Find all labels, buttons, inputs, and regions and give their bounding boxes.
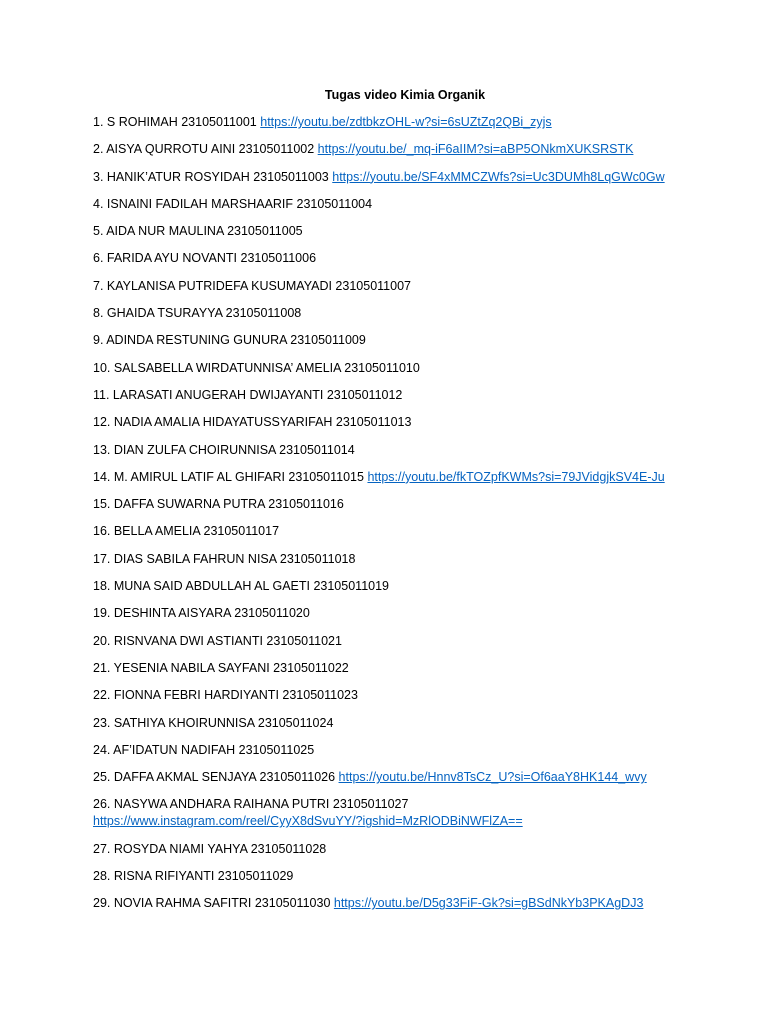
- list-item: [93, 660, 693, 677]
- student-entry-text: 25. DAFFA AKMAL SENJAYA 23105011026: [93, 770, 336, 785]
- list-item: [93, 169, 693, 186]
- student-entry-text: 26. NASYWA ANDHARA RAIHANA PUTRI 23105011027: [93, 797, 409, 812]
- student-entry-text: 19. DESHINTA AISYARA 23105011020: [93, 606, 310, 621]
- student-entry-text: 4. ISNAINI FADILAH MARSHAARIF 23105011004: [93, 196, 373, 211]
- list-item: [93, 895, 693, 912]
- list-item: [93, 742, 693, 759]
- list-item: [93, 278, 693, 295]
- list-item: [93, 305, 693, 322]
- list-item: [93, 769, 693, 786]
- list-item: [93, 715, 693, 732]
- video-link[interactable]: https://youtu.be/D5g33FiF-Gk?si=gBSdNkYb3PKAgDJ3: [333, 896, 644, 911]
- student-entry-text: 9. ADINDA RESTUNING GUNURA 23105011009: [93, 333, 366, 348]
- student-entry-text: 21. YESENIA NABILA SAYFANI 23105011022: [93, 660, 349, 675]
- list-item: [93, 796, 693, 830]
- list-item: [93, 605, 693, 622]
- student-entry-text: 15. DAFFA SUWARNA PUTRA 23105011016: [93, 497, 344, 512]
- video-link[interactable]: https://youtu.be/Hnnv8TsCz_U?si=Of6aaY8HK144_wvy: [338, 770, 647, 785]
- student-entry-text: 14. M. AMIRUL LATIF AL GHIFARI 23105011015: [93, 469, 364, 484]
- student-entry-text: 3. HANIK’ATUR ROSYIDAH 23105011003: [93, 169, 329, 184]
- student-entry-text: 11. LARASATI ANUGERAH DWIJAYANTI 23105011012: [93, 387, 403, 402]
- video-link[interactable]: https://youtu.be/SF4xMMCZWfs?si=Uc3DUMh8LqGWc0Gw: [332, 169, 665, 184]
- list-item: [93, 114, 693, 131]
- student-entry-text: 28. RISNA RIFIYANTI 23105011029: [93, 869, 294, 884]
- list-item: [93, 841, 693, 858]
- list-item: [93, 442, 693, 459]
- student-entry-text: 18. MUNA SAID ABDULLAH AL GAETI 23105011019: [93, 579, 389, 594]
- student-entry-text: 23. SATHIYA KHOIRUNNISA 23105011024: [93, 715, 334, 730]
- student-entry-text: 17. DIAS SABILA FAHRUN NISA 23105011018: [93, 551, 356, 566]
- list-item: [93, 332, 693, 349]
- video-link[interactable]: https://youtu.be/_mq-iF6aIIM?si=aBP5ONkmXUKSRSTK: [317, 142, 634, 157]
- document-title: Tugas video Kimia Organik: [324, 88, 486, 102]
- list-item: [93, 196, 693, 213]
- list-item: [93, 687, 693, 704]
- list-item: [93, 578, 693, 595]
- video-link[interactable]: https://youtu.be/zdtbkzOHL-w?si=6sUZtZq2QBi_zyjs: [260, 115, 552, 129]
- list-item: [93, 469, 693, 486]
- student-entry-text: 7. KAYLANISA PUTRIDEFA KUSUMAYADI 23105011007: [93, 278, 411, 293]
- student-entry-text: 2. AISYA QURROTU AINI 23105011002: [93, 142, 315, 157]
- student-entry-text: 12. NADIA AMALIA HIDAYATUSSYARIFAH 23105011013: [93, 415, 412, 430]
- student-entry-text: 5. AIDA NUR MAULINA 23105011005: [93, 224, 303, 239]
- list-item: [93, 868, 693, 885]
- student-list: [93, 114, 693, 923]
- list-item: [93, 141, 693, 158]
- list-item: [93, 633, 693, 650]
- student-entry-text: 24. AF’IDATUN NADIFAH 23105011025: [93, 742, 315, 757]
- student-entry-text: 20. RISNVANA DWI ASTIANTI 23105011021: [93, 633, 342, 648]
- student-entry-text: 13. DIAN ZULFA CHOIRUNNISA 23105011014: [93, 442, 355, 457]
- list-item: [93, 223, 693, 240]
- student-entry-text: 1. S ROHIMAH 23105011001: [93, 115, 257, 129]
- list-item: [93, 414, 693, 431]
- list-item: [93, 523, 693, 540]
- list-item: [93, 360, 693, 377]
- student-entry-text: 10. SALSABELLA WIRDATUNNISA’ AMELIA 23105011010: [93, 360, 420, 375]
- list-item: [93, 551, 693, 568]
- list-item: [93, 387, 693, 404]
- student-entry-text: 27. ROSYDA NIAMI YAHYA 23105011028: [93, 841, 327, 856]
- video-link[interactable]: https://youtu.be/fkTOZpfKWMs?si=79JVidgjkSV4E-Ju: [367, 469, 665, 484]
- student-entry-text: 29. NOVIA RAHMA SAFITRI 23105011030: [93, 896, 331, 911]
- student-entry-text: 22. FIONNA FEBRI HARDIYANTI 23105011023: [93, 688, 358, 703]
- student-entry-text: 6. FARIDA AYU NOVANTI 23105011006: [93, 251, 317, 266]
- list-item: [93, 496, 693, 513]
- student-entry-text: 16. BELLA AMELIA 23105011017: [93, 524, 280, 539]
- list-item: [93, 250, 693, 267]
- video-link[interactable]: https://www.instagram.com/reel/CyyX8dSvuYY/?igshid=MzRlODBiNWFlZA==: [93, 814, 523, 829]
- student-entry-text: 8. GHAIDA TSURAYYA 23105011008: [93, 306, 302, 321]
